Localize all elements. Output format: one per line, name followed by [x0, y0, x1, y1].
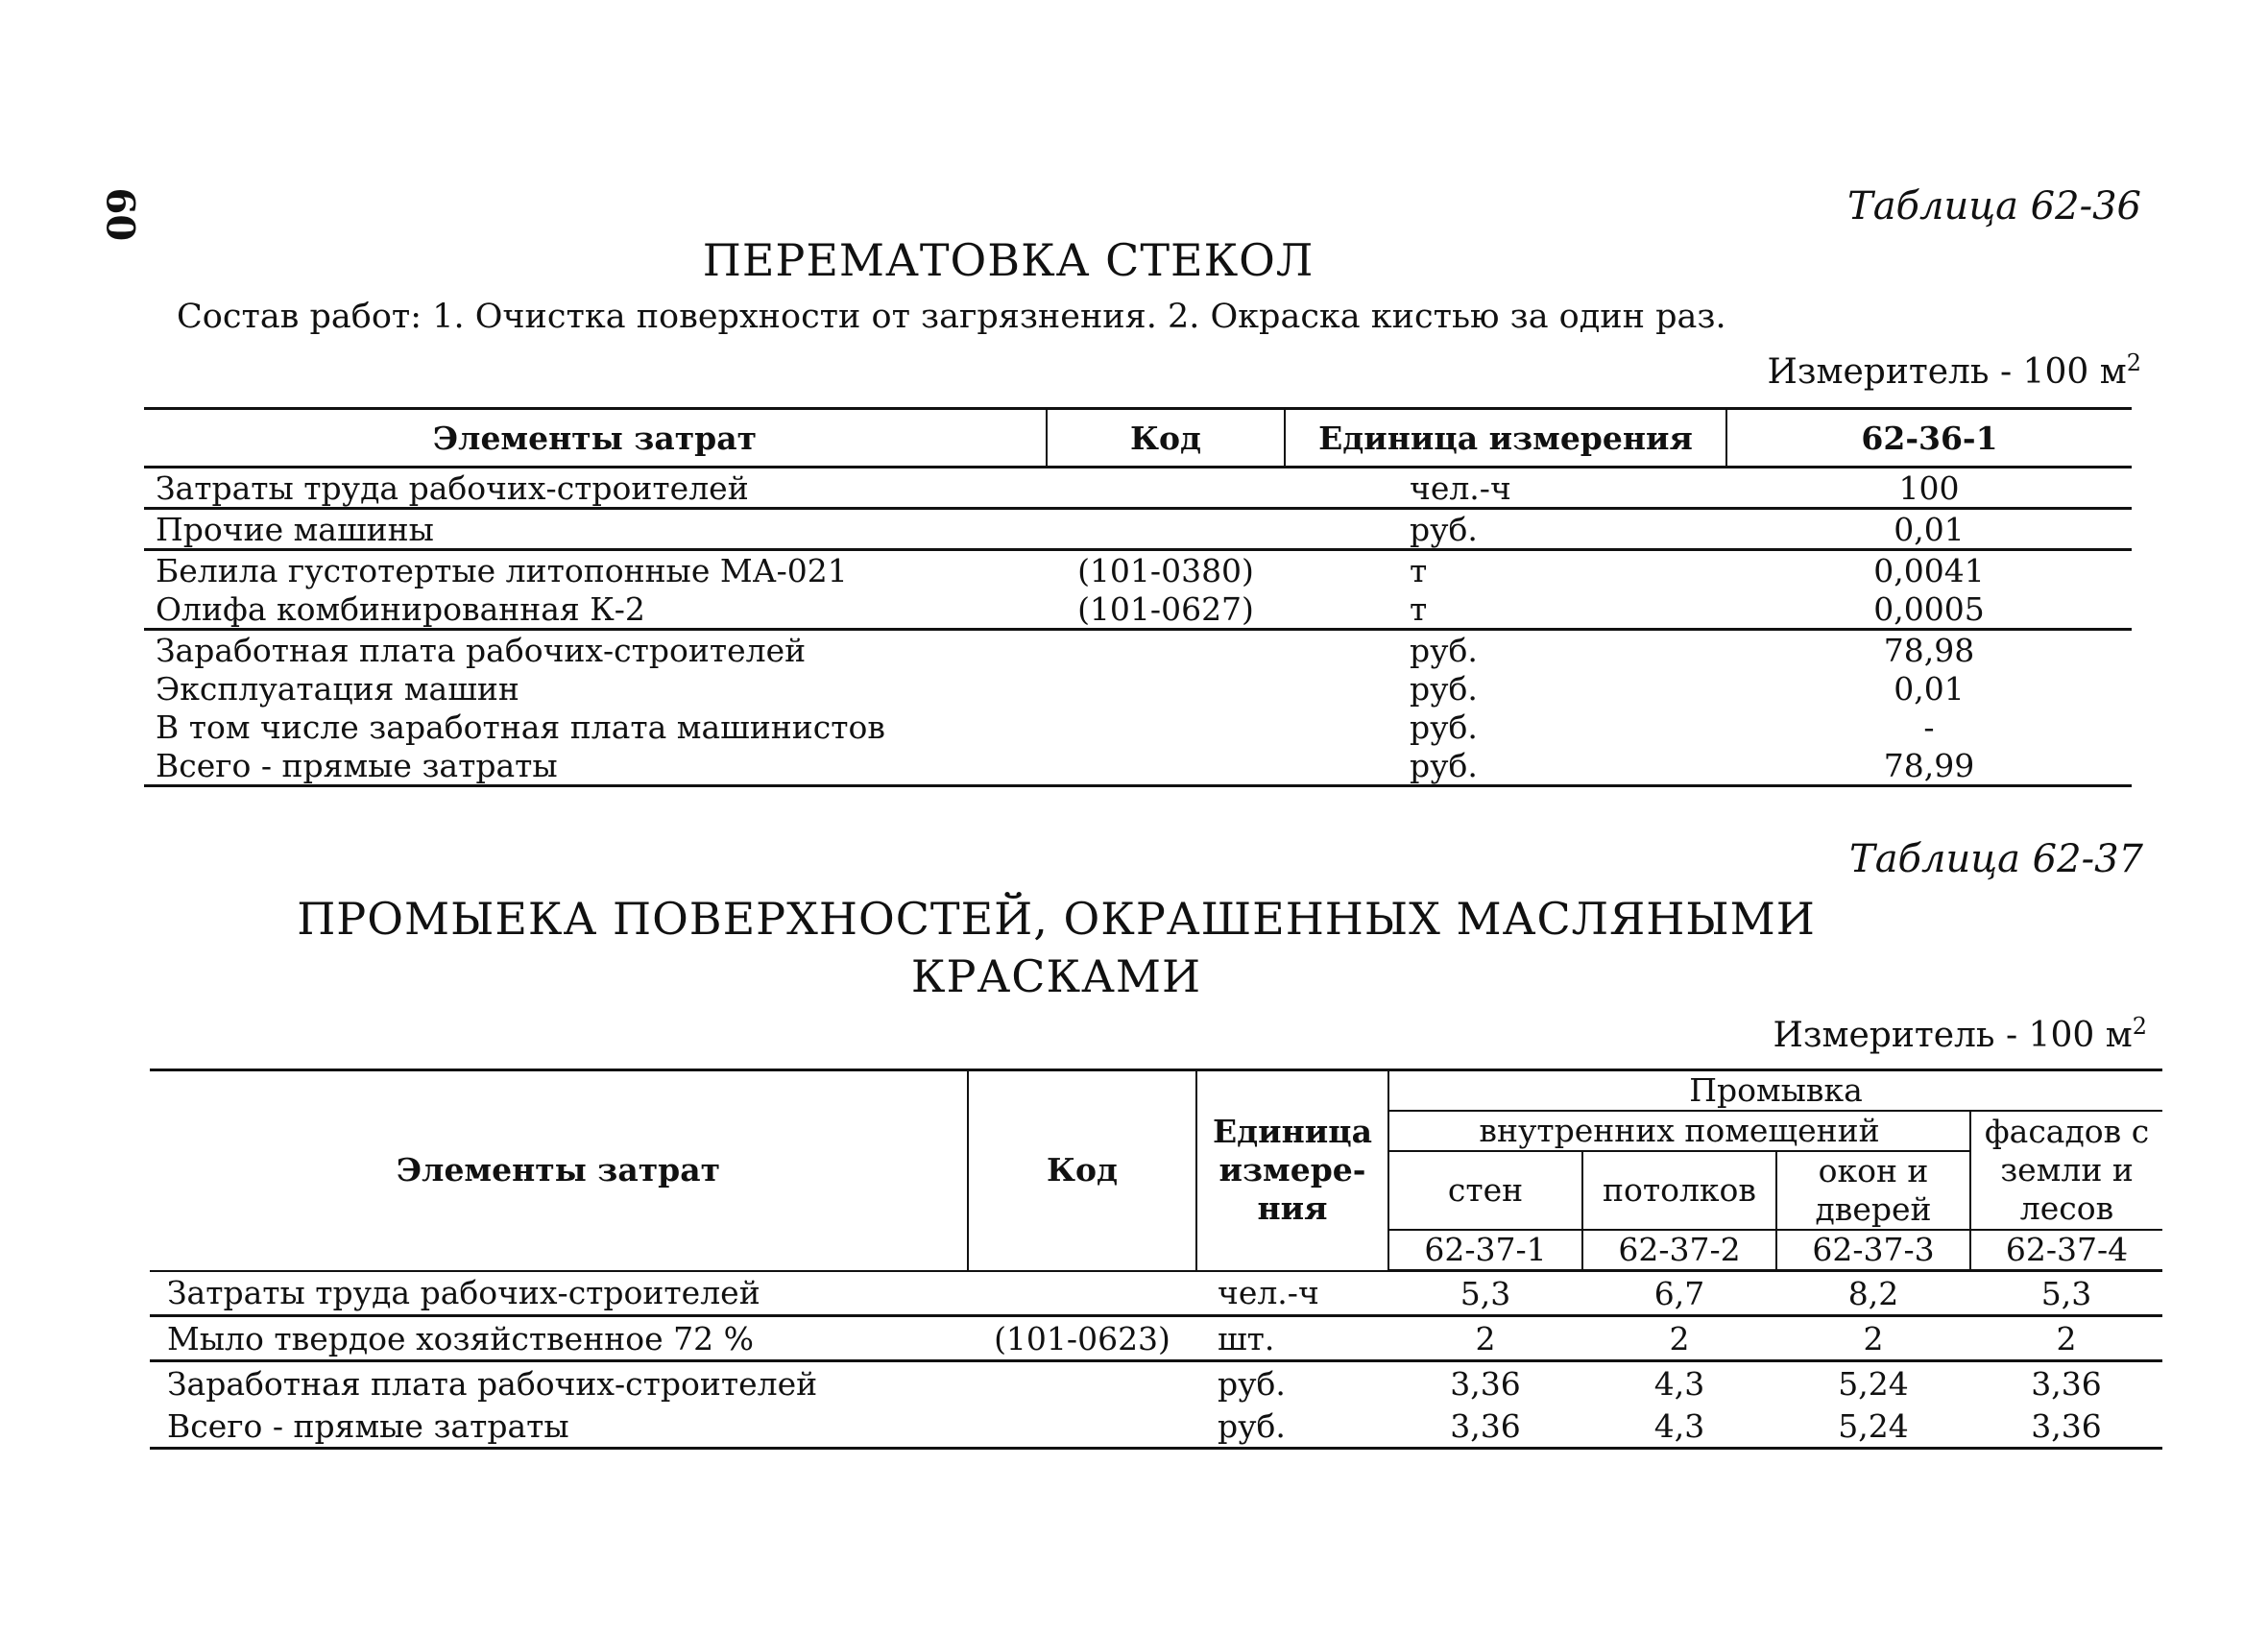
measure-text: Измеритель - 100 м [1767, 352, 2127, 392]
row-unit: руб. [1410, 631, 1478, 669]
row-value: 0,0005 [1726, 589, 2132, 630]
row-value: 2 [1582, 1316, 1776, 1361]
header-code-3: 62-37-3 [1776, 1230, 1970, 1271]
row-code: (101-0623) [968, 1316, 1196, 1361]
header-code-4: 62-37-4 [1970, 1230, 2162, 1271]
row-code [1047, 468, 1285, 509]
row-code [1047, 746, 1285, 786]
row-name: Затраты труда рабочих-строителей [144, 468, 1047, 509]
table-row [144, 550, 2132, 590]
measure-sup: 2 [2132, 1013, 2147, 1040]
table-row [150, 1361, 2162, 1405]
row-unit: руб. [1285, 746, 1726, 786]
row-value: 3,36 [1970, 1405, 2162, 1449]
row-unit: руб. [1410, 669, 1478, 708]
row-value: 5,3 [1970, 1271, 2162, 1316]
header-code: Код [1047, 409, 1285, 468]
work-composition: Состав работ: 1. Очистка поверхности от загрязнения. 2. Окраска кистью за один раз. [177, 298, 1726, 336]
row-value: 3,36 [2031, 1364, 2102, 1403]
table-label-62-37: Таблица 62-37 [1849, 837, 2143, 881]
row-name: Всего - прямые затраты [144, 746, 1047, 786]
row-name: Эксплуатация машин [156, 669, 519, 708]
table-header-row [144, 409, 2132, 468]
row-code [1047, 630, 1285, 670]
row-name: Всего - прямые затраты [150, 1405, 968, 1449]
measure-sup: 2 [2126, 349, 2141, 376]
row-name: В том числе заработная плата машинистов [156, 708, 885, 746]
measure-unit-62-37 [1536, 1013, 2147, 1055]
row-name: Олифа комбинированная К-2 [144, 589, 1047, 630]
row-name: Затраты труда рабочих-строителей [150, 1271, 968, 1316]
row-value: 78,99 [1726, 746, 2132, 786]
table-title-62-36: ПЕРЕМАТОВКА СТЕКОЛ [702, 234, 1315, 286]
row-code [968, 1271, 1196, 1316]
row-unit: т [1285, 589, 1726, 630]
header-unit: Единица измере-ния [1196, 1070, 1388, 1271]
measure-text: Измеритель - 100 м [1773, 1016, 2133, 1055]
header-facades: фасадов с земли и лесов [1970, 1111, 2162, 1230]
table-row [144, 669, 2132, 708]
row-code: (101-0380) [1077, 551, 1254, 589]
table-row [150, 1271, 2162, 1316]
header-elements: Элементы затрат [144, 409, 1047, 468]
row-code: (101-0627) [1047, 589, 1285, 630]
row-unit: руб. [1196, 1405, 1388, 1449]
table-row [144, 708, 2132, 746]
row-value: 3,36 [1388, 1405, 1582, 1449]
header-washing: Промывка [1388, 1070, 2162, 1112]
cost-table-62-37 [150, 1069, 2162, 1450]
row-value: 0,01 [1894, 669, 1965, 708]
header-norm-code: 62-36-1 [1726, 409, 2132, 468]
table-row [144, 746, 2132, 786]
row-unit: руб. [1410, 708, 1478, 746]
row-unit: руб. [1285, 509, 1726, 550]
row-unit: шт. [1196, 1316, 1388, 1361]
header-code: Код [968, 1070, 1196, 1271]
row-unit: руб. [1218, 1364, 1286, 1403]
page-number: 60 [97, 187, 143, 242]
row-code [968, 1405, 1196, 1449]
header-ceilings: потолков [1582, 1151, 1776, 1230]
row-value: 5,24 [1838, 1364, 1909, 1403]
row-code [1047, 708, 1285, 746]
table-row [144, 509, 2132, 550]
cost-table-62-36 [144, 407, 2132, 787]
row-value: 2 [1776, 1316, 1970, 1361]
header-code-2: 62-37-2 [1582, 1230, 1776, 1271]
table-row [144, 468, 2132, 509]
row-value: 100 [1726, 468, 2132, 509]
row-value: 5,24 [1776, 1405, 1970, 1449]
header-windows: окон и дверей [1776, 1151, 1970, 1230]
table-row [150, 1316, 2162, 1361]
table-row [144, 589, 2132, 630]
row-value: 5,3 [1388, 1271, 1582, 1316]
row-value: - [1923, 708, 1935, 746]
row-value: 3,36 [1450, 1364, 1521, 1403]
header-elements: Элементы затрат [150, 1070, 968, 1271]
row-code [1047, 509, 1285, 550]
row-unit: чел.-ч [1285, 468, 1726, 509]
row-value: 0,0041 [1873, 551, 1985, 589]
table-row [150, 1405, 2162, 1449]
header-walls: стен [1388, 1151, 1582, 1230]
row-name: Мыло твердое хозяйственное 72 % [150, 1316, 968, 1361]
row-value: 2 [1388, 1316, 1582, 1361]
header-row-1 [150, 1070, 2162, 1112]
row-value: 6,7 [1582, 1271, 1776, 1316]
table-label-62-36: Таблица 62-36 [1847, 184, 2141, 228]
header-internal: внутренних помещений [1388, 1111, 1970, 1151]
row-name: Заработная плата рабочих-строителей [167, 1364, 818, 1403]
table-title-62-37-line2: КРАСКАМИ [910, 950, 1202, 1002]
row-code [968, 1361, 1196, 1405]
row-value: 4,3 [1582, 1405, 1776, 1449]
row-name: Прочие машины [144, 509, 1047, 550]
table-row [144, 630, 2132, 670]
row-value: 2 [1970, 1316, 2162, 1361]
row-name: Заработная плата рабочих-строителей [156, 631, 807, 669]
row-value: 8,2 [1776, 1271, 1970, 1316]
row-value: 0,01 [1726, 509, 2132, 550]
row-unit: т [1410, 551, 1428, 589]
row-unit: чел.-ч [1196, 1271, 1388, 1316]
row-value: 78,98 [1883, 631, 1975, 669]
measure-unit-62-36 [1536, 349, 2141, 392]
header-code-1: 62-37-1 [1388, 1230, 1582, 1271]
row-name: Белила густотертые литопонные МА-021 [156, 551, 848, 589]
header-unit: Единица измерения [1285, 409, 1726, 468]
table-title-62-37-line1: ПРОМЫЕКА ПОВЕРХНОСТЕЙ, ОКРАШЕННЫХ МАСЛЯНЫМИ [297, 893, 1816, 945]
row-value: 4,3 [1653, 1364, 1705, 1403]
row-code [1047, 669, 1285, 708]
